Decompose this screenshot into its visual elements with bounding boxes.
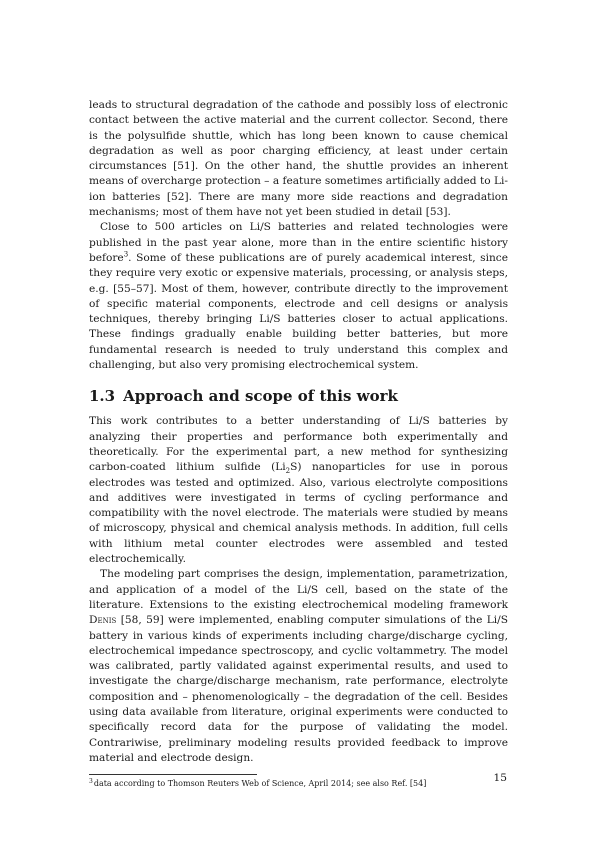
paragraph-text: leads to structural degradation of the cathode and possibly loss of electronic contact between the active material and the current collector. Second, there is the polysulfide shuttle, which has long been known to cause chemical degradation as well as poor charging efficiency, at least under certain circumstances [51]. On the other hand, the shuttle provides an inherent means of overcharge protection – a feature sometimes artificially added to Li-ion batteries [52]. There are many more side reactions and degradation mechanisms; most of them have not yet been studied in detail [53]. — [89, 99, 508, 219]
paragraph-text: [58, 59] were implemented, enabling computer simulations of the Li/S battery in various kinds of experiments including charge/discharge cycling, electrochemical impedance spectroscopy, and cyclic voltammetry. The model was calibrated, partly validated against experimental results, and used to investigate the charge/discharge mechanism, rate performance, electrolyte composition and – phenomenologically – the degradation of the cell. Besides using data available from literature, original experiments were conducted to specifically record data for the purpose of validating the model. Contrariwise, preliminary modeling results provided feedback to improve material and electrode design. — [89, 614, 508, 764]
section-heading — [89, 387, 508, 405]
footnote-mark: 3 — [89, 777, 93, 785]
footnote-text: data according to Thomson Reuters Web of Science, April 2014; see also Ref. [54] — [93, 779, 427, 789]
paragraph-literature — [89, 220, 508, 373]
section-number: 1.3 — [89, 387, 116, 406]
paragraph-degradation — [89, 98, 508, 220]
footnote — [89, 778, 508, 789]
footnote-reference[interactable]: 3 — [123, 250, 129, 259]
paragraph-text: . Some of these publications are of purely academical interest, since they require very exotic or expensive materials, processing, or analysis steps, e.g. [55–57]. Most of them, however, contribute directly to the improvement of specific material components, electrode and cell designs or analysis techniques, thereby bringing Li/S batteries closer to actual applications. These findings gradually enable building better batteries, but more fundamental research is needed to truly understand this complex and challenging, but also very promising electrochemical system. — [89, 251, 508, 372]
subscript-text: 2 — [285, 467, 291, 476]
paragraph-text: The modeling part comprises the design, implementation, parametrization, and application of a model of the Li/S cell, based on the state of the literature. Extensions to the existing electrochemical modeling framework — [89, 568, 508, 611]
page-number: 15 — [493, 772, 507, 784]
footnote-divider — [89, 774, 257, 775]
section-title: Approach and scope of this work — [123, 387, 398, 406]
page-content — [89, 98, 508, 789]
paragraph-text: This work contributes to a better understanding of Li/S batteries by analyzing their properties and performance both experimentally and theoretically. For the experimental part, a new method for synthesizing carbon-coated lithium sulfide (Li — [89, 415, 508, 474]
paragraph-modeling — [89, 567, 508, 766]
paragraph-text: S) nanoparticles for use in porous electrodes was tested and optimized. Also, various electrolyte compositions and additives were investigated in terms of cycling performance and compatibility with the novel electrode. The materials were studied by means of microscopy, physical and chemical analysis methods. In addition, full cells with lithium metal counter electrodes were assembled and tested electrochemically. — [89, 461, 508, 566]
paragraph-experimental — [89, 414, 508, 567]
software-name: Denis — [89, 614, 117, 627]
paragraph-text: Close to 500 articles on Li/S batteries and related technologies were published in the past year alone, more than in the entire scientific history before — [89, 221, 508, 264]
